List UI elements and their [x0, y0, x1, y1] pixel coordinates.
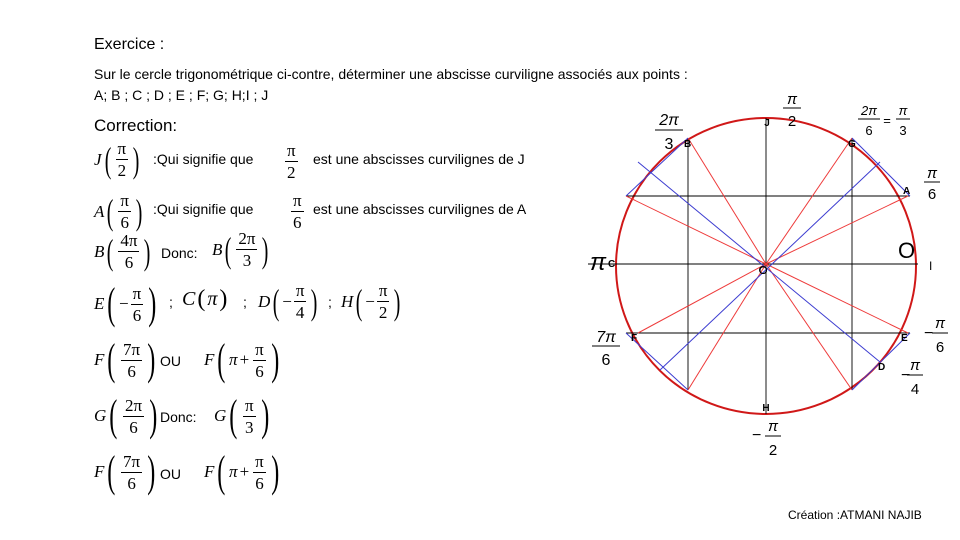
ann-d-minus: −	[901, 367, 911, 384]
separator: ;	[328, 294, 332, 310]
ann-j-den: 2	[787, 113, 797, 130]
donc-text-b: Donc:	[161, 245, 198, 261]
ann-e-minus: −	[924, 325, 934, 342]
point-d-expression: D ( − $\frac{\pi}{4}$ )	[258, 281, 318, 322]
point-g-simplified: G ( $\frac{\pi}{3}$ )	[214, 391, 269, 440]
ann-a-num: π	[926, 165, 938, 182]
point-label: J	[94, 149, 102, 169]
point-c-expression: C ( π )	[182, 286, 228, 312]
exercise-statement-line2: A; B ; C ; D ; E ; F; G; H;I ; J	[94, 87, 269, 103]
label-a: A	[903, 186, 911, 197]
point-label: A	[94, 201, 105, 221]
ann-d-den: 4	[910, 381, 920, 398]
point-f-expression: F ( $\frac{7\pi}{6}$ )	[94, 335, 156, 384]
meaning-text-j: :Qui signifie que	[153, 151, 254, 167]
label-o-right: O	[898, 238, 916, 263]
conclusion-text-j: est une abscisses curvilignes de J	[313, 151, 525, 167]
ann-g-num: 2π	[861, 103, 877, 118]
grid-lines	[588, 118, 918, 414]
label-e: E	[901, 333, 908, 344]
label-g: G	[848, 139, 856, 150]
point-f-alternative: F ( π + $\frac{\pi}{6}$ )	[204, 335, 280, 384]
fraction: $\frac{\pi}{2}$	[117, 139, 127, 180]
label-d: D	[878, 362, 886, 373]
ou-text-f-repeat: OU	[160, 466, 181, 482]
point-f-expression-repeat: F ( $\frac{7\pi}{6}$ )	[94, 447, 156, 496]
point-b-expression: B ( $\frac{4\pi}{6}$ )	[94, 231, 151, 272]
conclusion-text-a: est une abscisses curvilignes de A	[313, 201, 527, 217]
ann-a-den: 6	[927, 186, 937, 203]
point-g-expression: G ( $\frac{2\pi}{6}$ )	[94, 391, 158, 440]
ann-d-num: π	[909, 357, 921, 374]
ann-j-num: π	[786, 91, 798, 108]
ann-h-den: 2	[768, 442, 778, 459]
label-j: J	[764, 118, 770, 129]
point-a-expression: A ( $\frac{\pi}{6}$ )	[94, 191, 143, 232]
point-f-alternative-repeat: F ( π + $\frac{\pi}{6}$ )	[204, 447, 280, 496]
ann-h-num: π	[767, 418, 779, 435]
separator: ;	[169, 294, 173, 310]
label-h: H	[762, 403, 770, 414]
ann-h-minus: −	[752, 427, 762, 444]
donc-text-g: Donc:	[160, 409, 197, 425]
exercise-title: Exercice :	[94, 36, 165, 53]
ann-e-num: π	[934, 315, 946, 332]
ann-g-eq: =	[883, 113, 891, 128]
ou-text-f: OU	[160, 353, 181, 369]
label-o-center: O	[759, 265, 768, 277]
ann-f-num: 7π	[596, 329, 616, 346]
ann-b-num: 2π	[659, 112, 679, 129]
point-b-simplified: B ( $\frac{2\pi}{3}$ )	[212, 229, 269, 270]
ann-e-den: 6	[935, 339, 945, 356]
ann-b-den: 3	[664, 136, 674, 153]
label-c: C	[608, 259, 616, 270]
point-e-expression: E ( − $\frac{\pi}{6}$ )	[94, 279, 157, 328]
ann-c: π	[590, 249, 607, 276]
label-f: F	[631, 333, 638, 344]
ann-g-den: 6	[865, 123, 873, 138]
angle-pi-over-2: $\frac{\pi}{2}$	[287, 141, 296, 182]
trigonometric-circle-diagram	[560, 80, 960, 480]
meaning-text-a: :Qui signifie que	[153, 201, 254, 217]
label-b: B	[684, 139, 692, 150]
point-j-expression: J ( $\frac{\pi}{2}$ )	[94, 139, 140, 180]
ann-g2-num: π	[898, 103, 908, 118]
correction-heading: Correction:	[94, 116, 178, 135]
point-h-expression: H ( − $\frac{\pi}{2}$ )	[341, 281, 401, 322]
ann-f-den: 6	[601, 352, 611, 369]
separator: ;	[243, 294, 247, 310]
author-credit: Création :ATMANI NAJIB	[788, 508, 922, 522]
exercise-statement-line1: Sur le cercle trigonométrique ci-contre, déterminer une abscisse curviligne associés aux points :	[94, 66, 688, 82]
label-i: I	[929, 259, 933, 273]
ann-g2-den: 3	[899, 123, 907, 138]
angle-pi-over-6: $\frac{\pi}{6}$	[293, 191, 302, 232]
